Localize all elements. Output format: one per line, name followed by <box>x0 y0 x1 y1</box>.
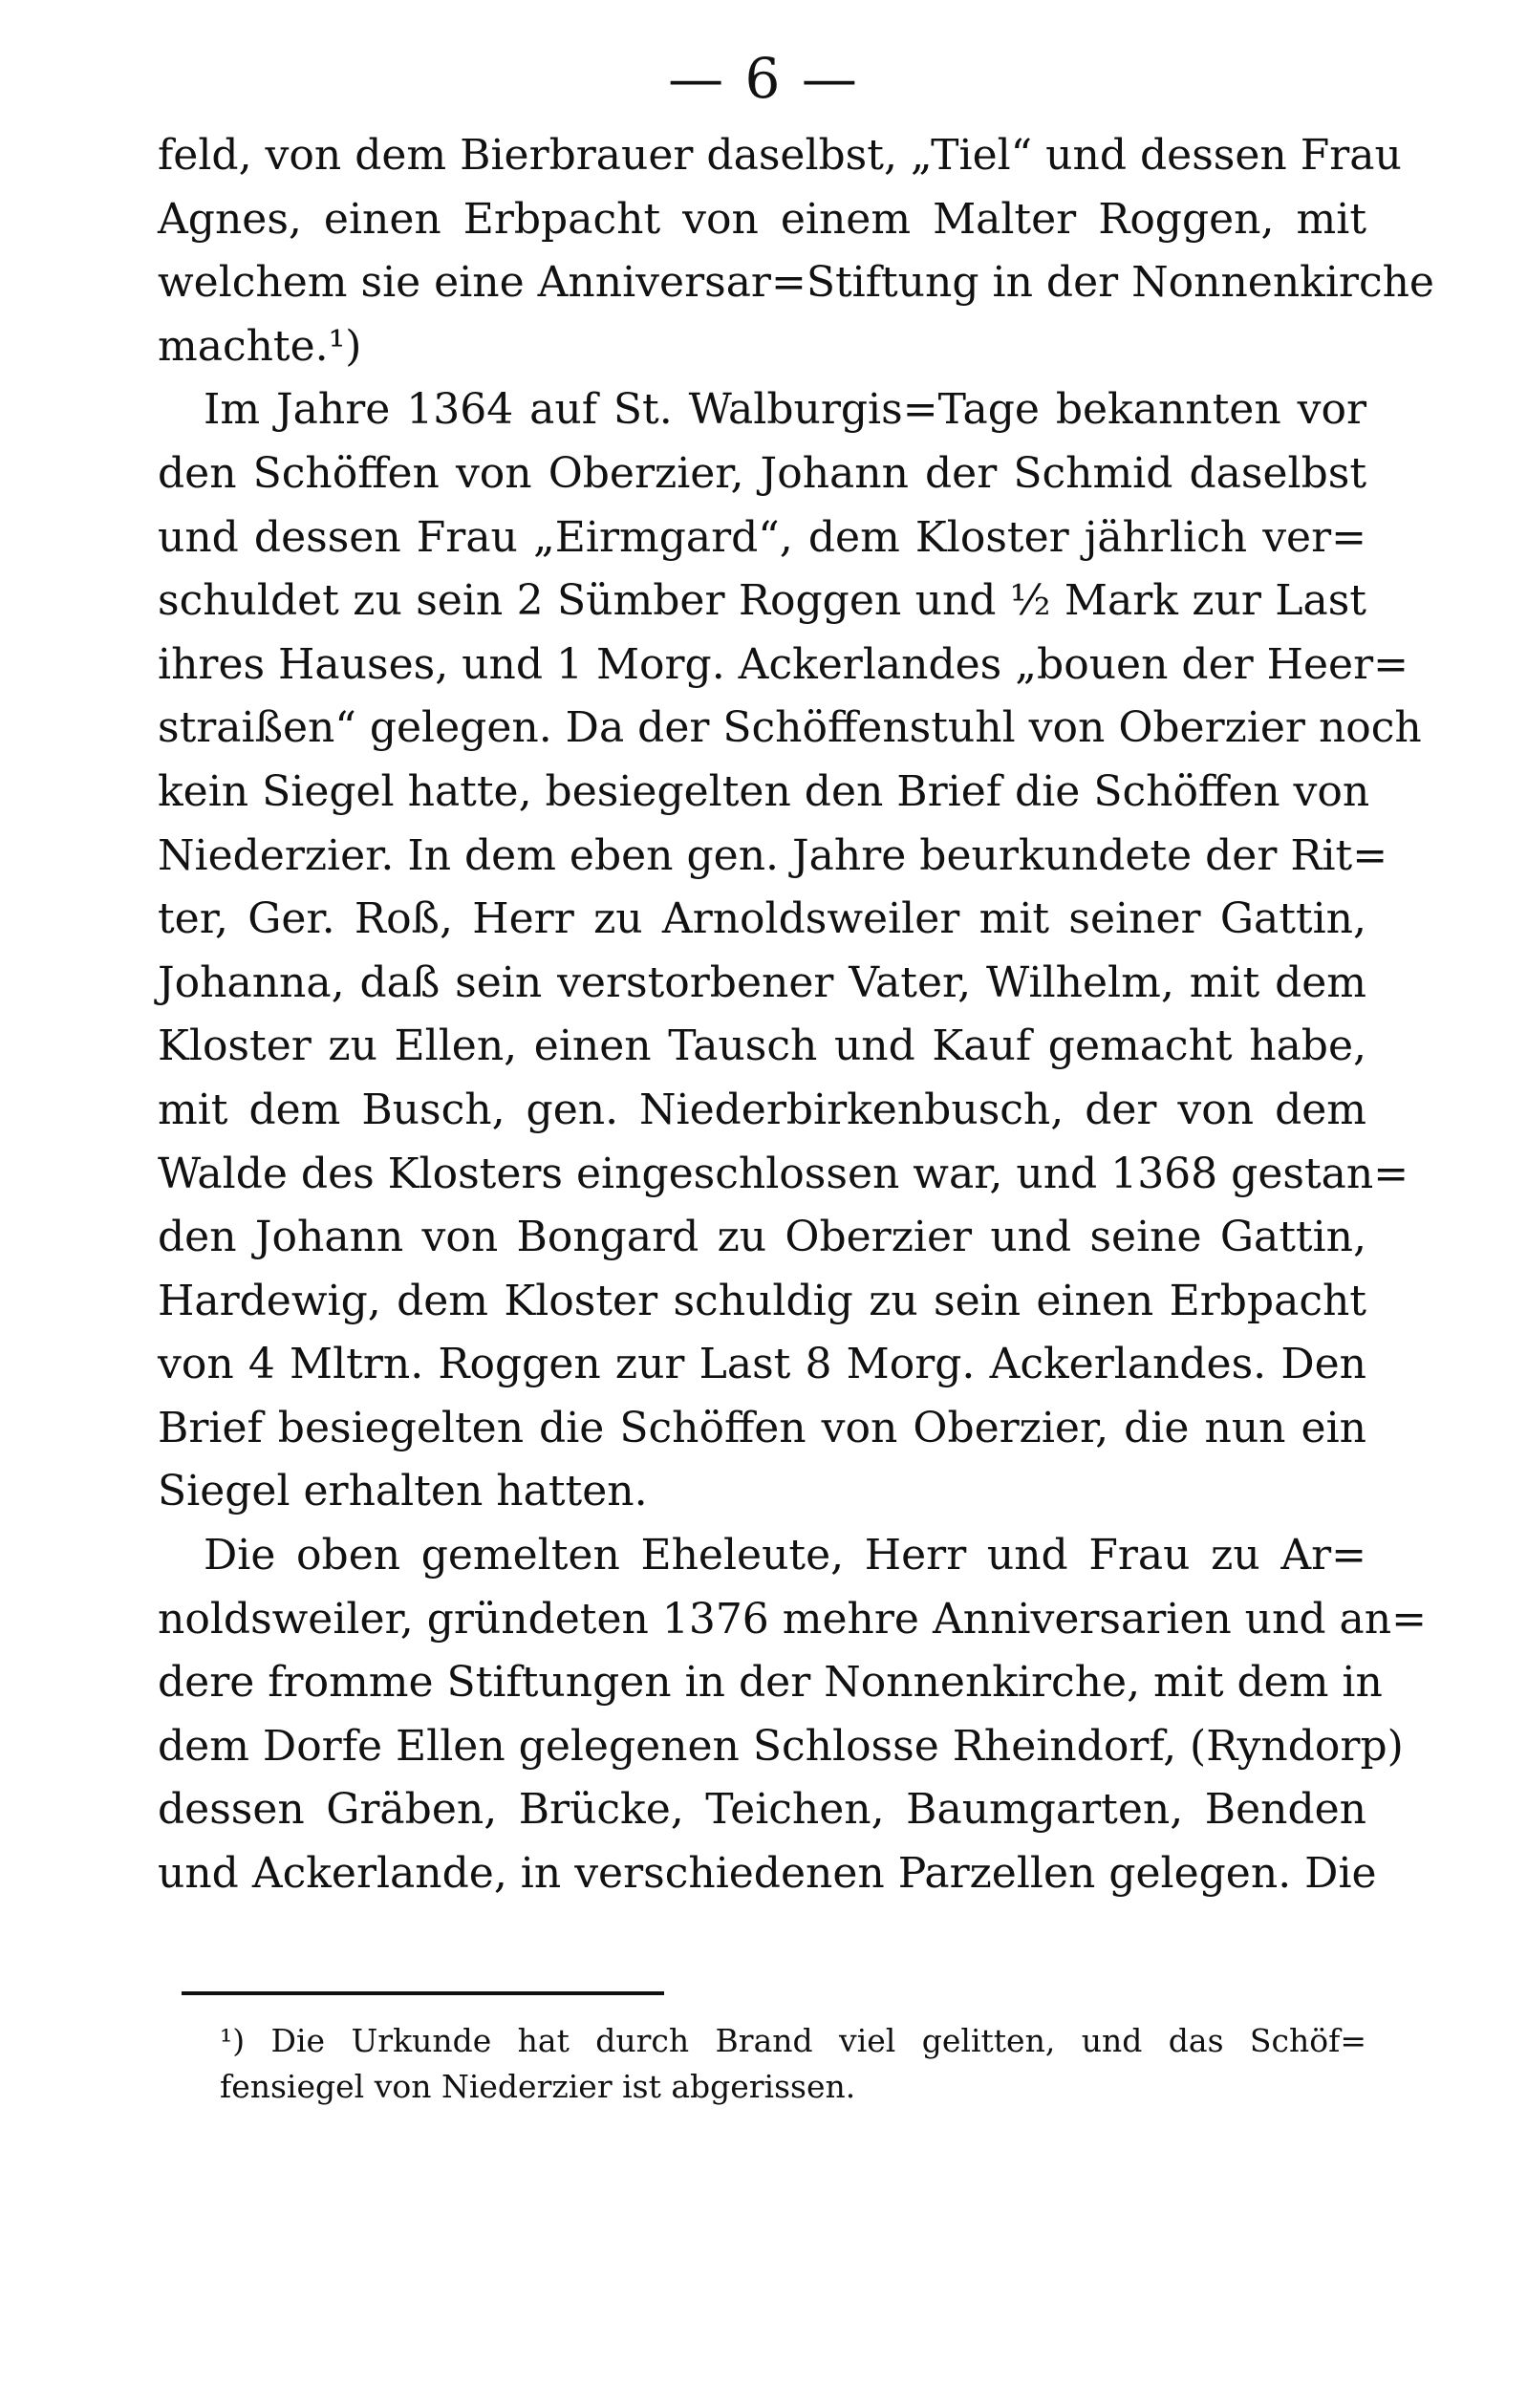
text-line: Kloster zu Ellen, einen Tausch und Kauf gemacht habe, <box>158 1021 1366 1071</box>
page-number: — 6 — <box>668 46 859 111</box>
text-line: dere fromme Stiftungen in der Nonnenkirche, mit dem in <box>158 1658 1383 1708</box>
text-line: Die oben gemelten Eheleute, Herr und Frau zu Ar= <box>204 1531 1366 1580</box>
text-line: Johanna, daß sein verstorbener Vater, Wilhelm, mit dem <box>158 957 1366 1007</box>
text-line: Siegel erhalten hatten. <box>158 1467 648 1516</box>
text-line: straißen“ gelegen. Da der Schöffenstuhl von Oberzier noch <box>158 703 1422 753</box>
text-line: mit dem Busch, gen. Niederbirkenbusch, der von dem <box>158 1085 1366 1134</box>
text-line: noldsweiler, gründeten 1376 mehre Anniversarien und an= <box>158 1594 1427 1644</box>
text-line: feld, von dem Bierbrauer daselbst, „Tiel“ und dessen Frau <box>158 131 1402 180</box>
text-line: Brief besiegelten die Schöffen von Oberzier, die nun ein <box>158 1403 1366 1452</box>
footnote-line: ¹) Die Urkunde hat durch Brand viel gelitten, und das Schöf= <box>220 2022 1366 2059</box>
text-line: von 4 Mltrn. Roggen zur Last 8 Morg. Ackerlandes. Den <box>158 1340 1366 1389</box>
text-line: Walde des Klosters eingeschlossen war, und 1368 gestan= <box>158 1149 1409 1198</box>
text-line: dessen Gräben, Brücke, Teichen, Baumgarten, Benden <box>158 1785 1366 1835</box>
footnote-line: fensiegel von Niederzier ist abgerissen. <box>220 2068 856 2105</box>
text-line: machte.¹) <box>158 321 362 371</box>
text-line: welchem sie eine Anniversar=Stiftung in der Nonnenkirche <box>158 258 1434 308</box>
text-line: ter, Ger. Roß, Herr zu Arnoldsweiler mit seiner Gattin, <box>158 894 1366 944</box>
text-line: und Ackerlande, in verschiedenen Parzellen gelegen. Die <box>158 1849 1377 1899</box>
text-line: den Schöffen von Oberzier, Johann der Schmid daselbst <box>158 448 1366 498</box>
text-line: Hardewig, dem Kloster schuldig zu sein einen Erbpacht <box>158 1276 1366 1325</box>
text-line: Niederzier. In dem eben gen. Jahre beurkundete der Rit= <box>158 830 1388 880</box>
text-line: Agnes, einen Erbpacht von einem Malter Roggen, mit <box>158 194 1366 244</box>
text-line: kein Siegel hatte, besiegelten den Brief die Schöffen von <box>158 766 1370 816</box>
footnote-divider <box>182 1991 664 1995</box>
text-line: schuldet zu sein 2 Sümber Roggen und ½ Mark zur Last <box>158 576 1366 626</box>
text-line: den Johann von Bongard zu Oberzier und seine Gattin, <box>158 1213 1366 1262</box>
text-line: ihres Hauses, und 1 Morg. Ackerlandes „bouen der Heer= <box>158 639 1409 689</box>
text-line: und dessen Frau „Eirmgard“, dem Kloster jährlich ver= <box>158 512 1366 562</box>
text-line: dem Dorfe Ellen gelegenen Schlosse Rheindorf, (Ryndorp) <box>158 1721 1404 1771</box>
footnote <box>220 2018 1366 2110</box>
text-line: Im Jahre 1364 auf St. Walburgis=Tage bekannten vor <box>204 385 1366 435</box>
body-text <box>158 124 1434 1906</box>
